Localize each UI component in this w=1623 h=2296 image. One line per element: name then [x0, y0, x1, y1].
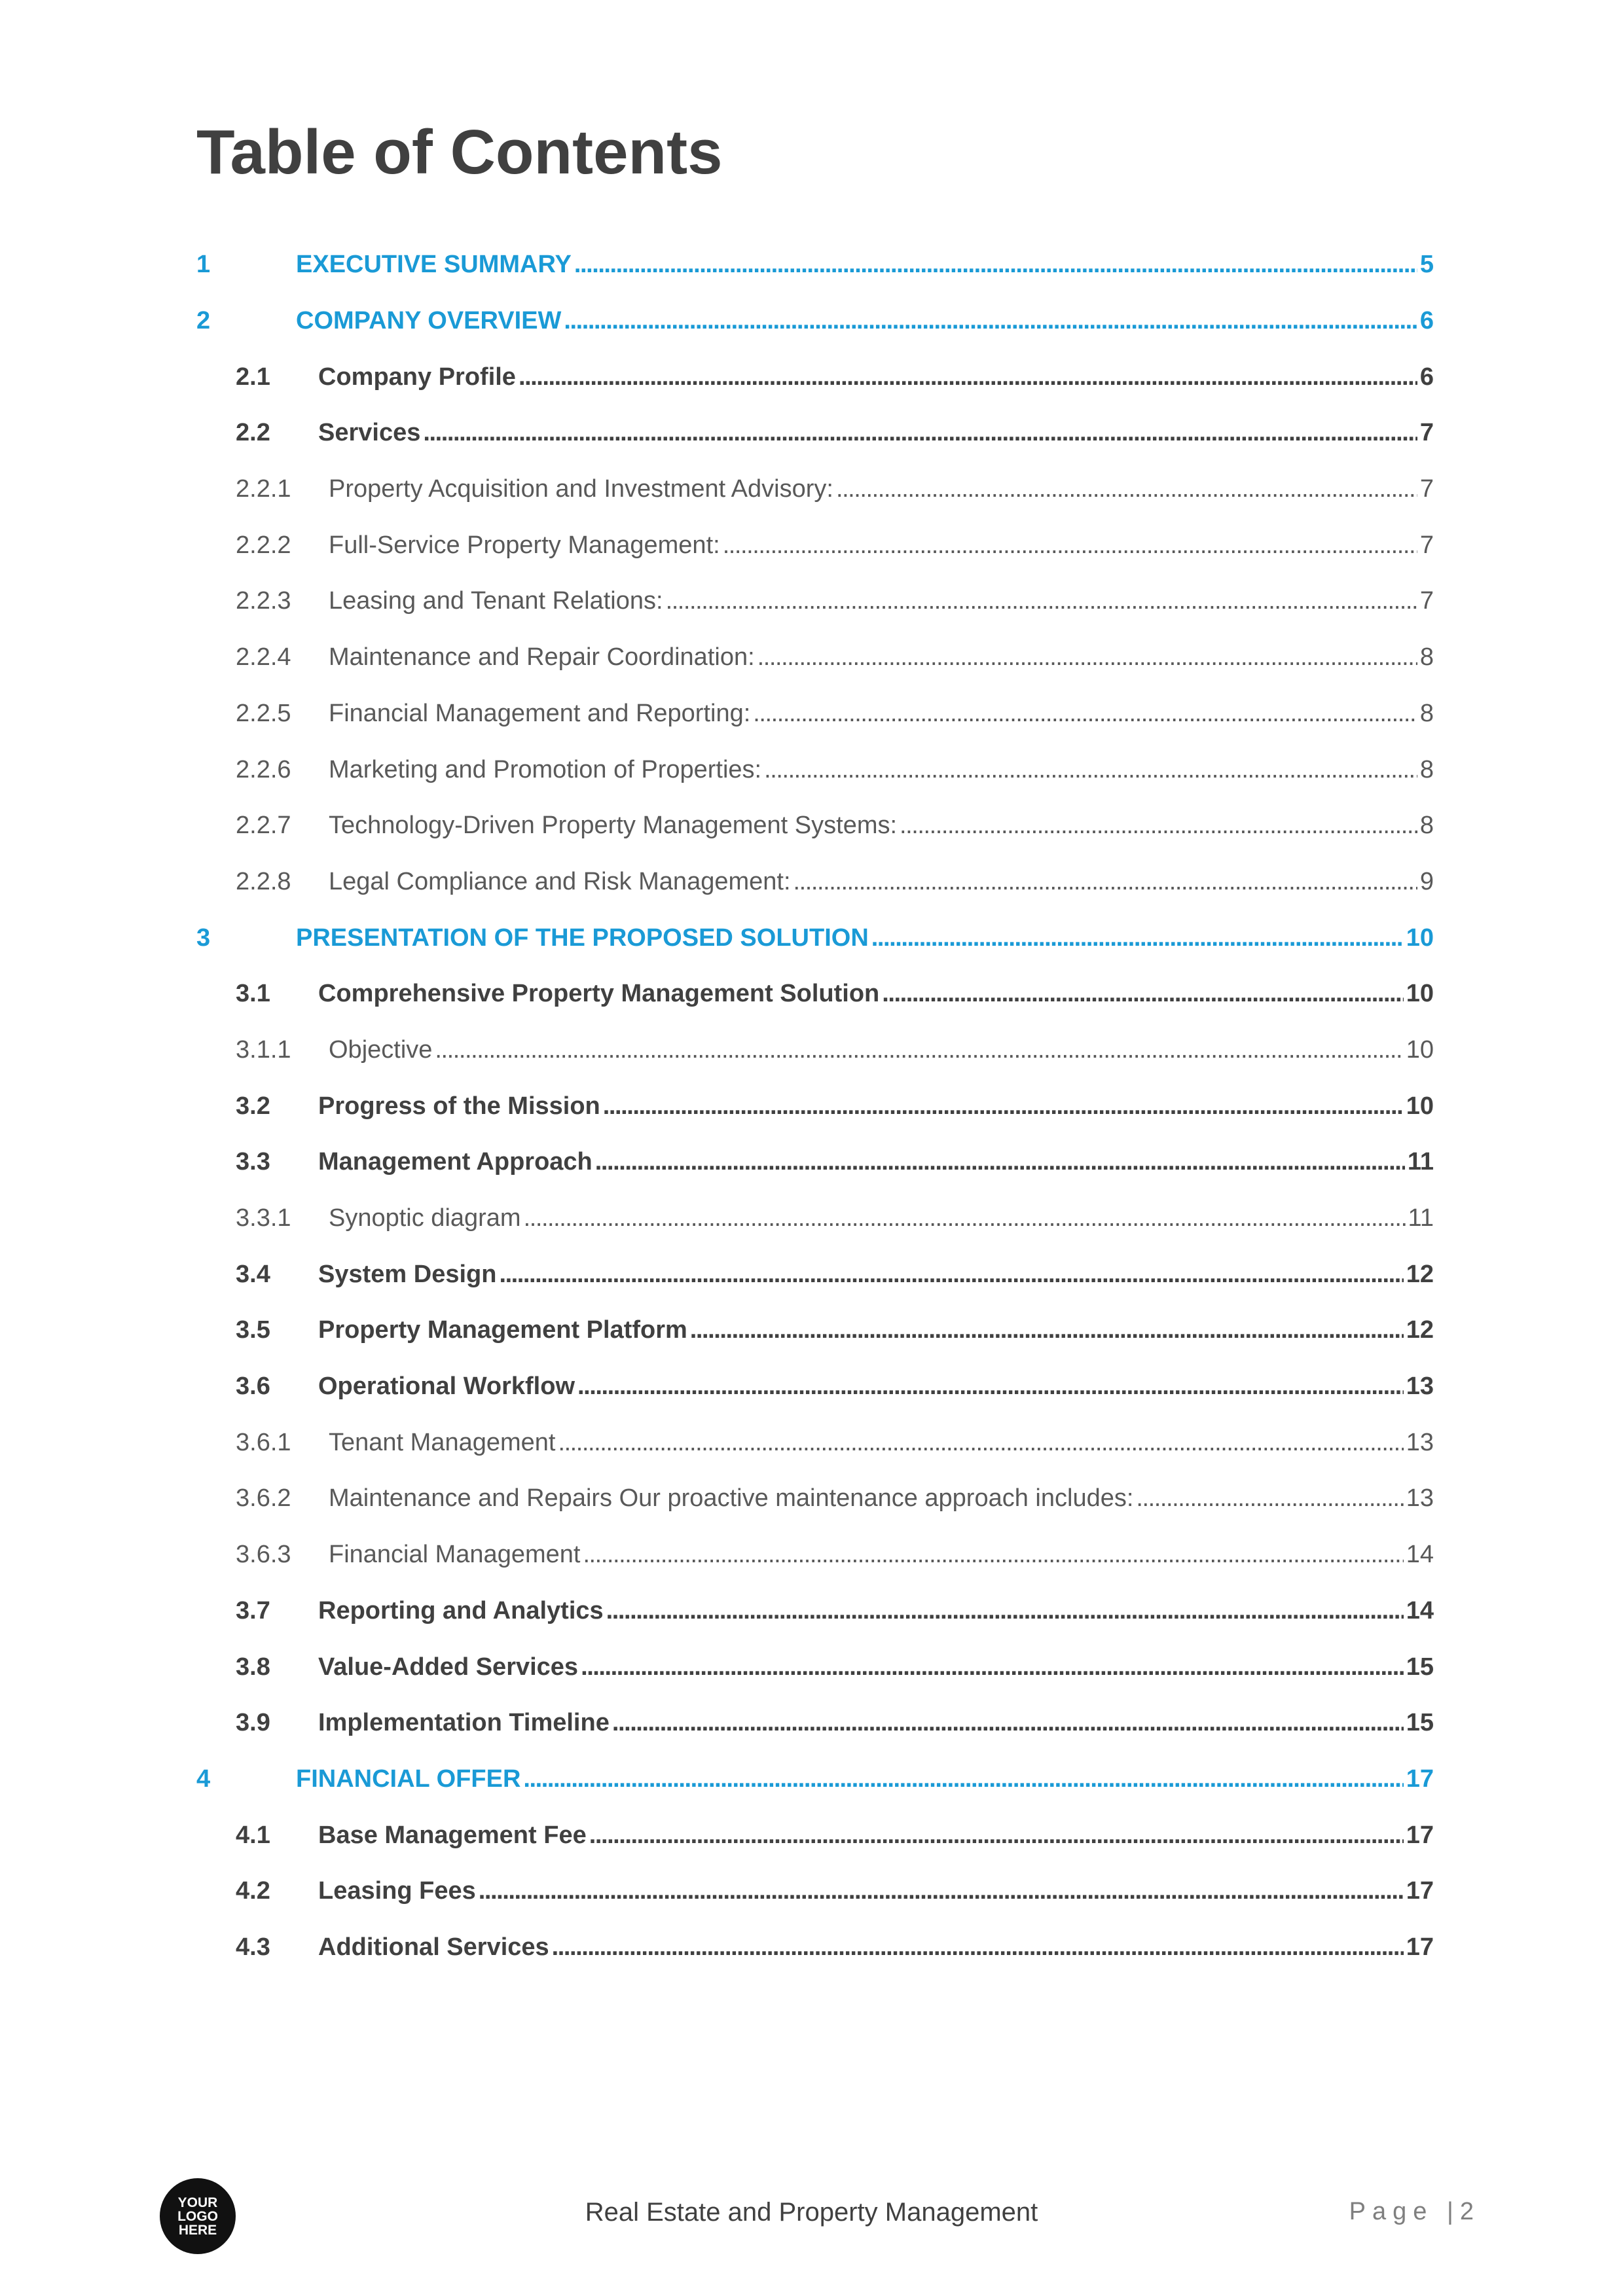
toc-entry-title: Marketing and Promotion of Properties:	[329, 755, 762, 783]
toc-entry-number: 3.6.2	[236, 1484, 291, 1513]
toc-entry[interactable]	[196, 1246, 1434, 1302]
toc-entry-title: COMPANY OVERVIEW	[296, 307, 562, 335]
toc-entry[interactable]	[196, 798, 1434, 854]
toc-dot-leader	[552, 1933, 1404, 1962]
toc-dot-leader	[589, 1821, 1404, 1850]
toc-entry-title: Synoptic diagram	[329, 1204, 521, 1232]
page-title: Table of Contents	[196, 117, 723, 187]
toc-entry-title: Maintenance and Repair Coordination:	[329, 643, 755, 672]
toc-entry-page-number: 7	[1419, 531, 1434, 559]
toc-entry-number: 3.6.1	[236, 1428, 291, 1456]
toc-entry-title: Value-Added Services	[318, 1653, 579, 1681]
toc-entry-title: Full-Service Property Management:	[329, 531, 720, 559]
toc-dot-leader	[524, 1204, 1406, 1232]
toc-entry[interactable]	[196, 1359, 1434, 1415]
toc-entry-number: 1	[196, 251, 211, 279]
toc-entry[interactable]	[196, 686, 1434, 742]
toc-entry-page-number: 10	[1406, 1092, 1434, 1120]
toc-entry-title: Tenant Management	[329, 1428, 556, 1456]
toc-entry[interactable]	[196, 742, 1434, 798]
toc-entry-title: Progress of the Mission	[318, 1092, 600, 1120]
toc-entry-title: FINANCIAL OFFER	[296, 1765, 521, 1793]
toc-entry[interactable]	[196, 630, 1434, 686]
toc-dot-leader	[564, 307, 1417, 335]
toc-dot-leader	[558, 1429, 1403, 1457]
toc-entry-page-number: 6	[1419, 363, 1434, 391]
toc-entry-title: PRESENTATION OF THE PROPOSED SOLUTION	[296, 924, 869, 952]
toc-dot-leader	[723, 531, 1417, 560]
toc-entry-title: Financial Management and Reporting:	[329, 699, 751, 727]
toc-dot-leader	[574, 251, 1417, 279]
toc-entry-page-number: 11	[1407, 1148, 1434, 1176]
toc-entry[interactable]	[196, 293, 1434, 350]
toc-entry-page-number: 17	[1406, 1765, 1434, 1793]
toc-entry-number: 2.2.7	[236, 812, 291, 840]
toc-entry-number: 4	[196, 1765, 211, 1793]
toc-dot-leader	[793, 868, 1417, 896]
toc-entry-title: Property Management Platform	[318, 1316, 687, 1344]
toc-entry-page-number: 8	[1419, 643, 1434, 672]
toc-entry-number: 2.2.5	[236, 699, 291, 727]
toc-entry[interactable]	[196, 1751, 1434, 1808]
toc-entry[interactable]	[196, 854, 1434, 910]
toc-entry-page-number: 12	[1406, 1260, 1434, 1288]
toc-entry-number: 3.6.3	[236, 1541, 291, 1569]
toc-entry[interactable]	[196, 1920, 1434, 1976]
toc-entry-page-number: 5	[1419, 251, 1434, 279]
toc-entry[interactable]	[196, 1414, 1434, 1471]
toc-entry-page-number: 17	[1406, 1877, 1434, 1905]
toc-entry-page-number: 8	[1419, 699, 1434, 727]
toc-entry-page-number: 15	[1406, 1709, 1434, 1737]
toc-entry-title: Operational Workflow	[318, 1372, 575, 1401]
toc-entry-page-number: 11	[1408, 1204, 1434, 1232]
toc-entry-number: 3.3	[236, 1148, 270, 1176]
toc-dot-leader	[499, 1261, 1403, 1289]
toc-entry[interactable]	[196, 349, 1434, 405]
toc-entry[interactable]	[196, 1022, 1434, 1079]
toc-entry-page-number: 7	[1419, 587, 1434, 615]
toc-entry-page-number: 6	[1419, 307, 1434, 335]
toc-entry[interactable]	[196, 1191, 1434, 1247]
toc-entry-page-number: 10	[1406, 924, 1434, 952]
toc-entry-page-number: 14	[1406, 1596, 1434, 1624]
toc-dot-leader	[519, 363, 1417, 391]
toc-entry[interactable]	[196, 1695, 1434, 1751]
toc-dot-leader	[523, 1765, 1403, 1793]
toc-entry-number: 2.2.3	[236, 587, 291, 615]
toc-entry-page-number: 9	[1419, 867, 1434, 895]
toc-dot-leader	[900, 812, 1417, 840]
toc-entry-number: 3.4	[236, 1260, 270, 1288]
toc-entry-page-number: 14	[1406, 1541, 1434, 1569]
toc-dot-leader	[577, 1372, 1404, 1401]
footer-separator: |	[1446, 2198, 1460, 2225]
toc-entry[interactable]	[196, 517, 1434, 573]
toc-entry-title: Property Acquisition and Investment Advisory:	[329, 475, 833, 503]
footer-document-name: Real Estate and Property Management	[585, 2198, 1038, 2227]
toc-dot-leader	[603, 1092, 1404, 1121]
toc-dot-leader	[764, 756, 1417, 784]
toc-entry-page-number: 15	[1406, 1653, 1434, 1681]
table-of-contents	[196, 237, 1434, 1975]
toc-entry-title: Company Profile	[318, 363, 516, 391]
toc-dot-leader	[753, 700, 1417, 728]
toc-dot-leader	[595, 1148, 1405, 1176]
toc-entry-number: 3.2	[236, 1092, 270, 1120]
toc-entry[interactable]	[196, 910, 1434, 966]
toc-entry-title: Management Approach	[318, 1148, 593, 1176]
footer-page-number: 2	[1459, 2198, 1480, 2225]
toc-entry-title: Technology-Driven Property Management Systems:	[329, 812, 898, 840]
toc-entry-number: 4.1	[236, 1821, 270, 1849]
toc-dot-leader	[581, 1653, 1404, 1681]
logo-text-line: HERE	[178, 2222, 217, 2238]
toc-entry-page-number: 10	[1406, 980, 1434, 1008]
toc-entry-page-number: 8	[1419, 812, 1434, 840]
toc-dot-leader	[871, 924, 1404, 952]
toc-entry-number: 3.5	[236, 1316, 270, 1344]
toc-entry-title: Objective	[329, 1035, 433, 1064]
footer-page-label: Page	[1349, 2198, 1434, 2225]
toc-entry-number: 2.2.1	[236, 475, 291, 503]
toc-dot-leader	[583, 1541, 1403, 1569]
toc-entry-page-number: 7	[1419, 419, 1434, 447]
toc-entry[interactable]	[196, 573, 1434, 630]
toc-entry[interactable]	[196, 1471, 1434, 1527]
toc-entry-page-number: 7	[1419, 475, 1434, 503]
logo-text-line: YOUR	[177, 2195, 218, 2210]
toc-entry-title: System Design	[318, 1260, 497, 1288]
toc-entry[interactable]	[196, 1583, 1434, 1640]
toc-entry[interactable]	[196, 1639, 1434, 1695]
toc-entry[interactable]	[196, 461, 1434, 518]
toc-entry[interactable]	[196, 1134, 1434, 1191]
toc-entry-number: 2.2.4	[236, 643, 291, 672]
toc-entry-page-number: 12	[1406, 1316, 1434, 1344]
logo-text-line: LOGO	[177, 2208, 218, 2224]
toc-entry-title: Reporting and Analytics	[318, 1596, 604, 1624]
toc-entry-title: Legal Compliance and Risk Management:	[329, 867, 791, 895]
toc-entry[interactable]	[196, 1078, 1434, 1134]
toc-entry-page-number: 13	[1406, 1372, 1434, 1401]
toc-entry-page-number: 8	[1419, 755, 1434, 783]
toc-entry[interactable]	[196, 1302, 1434, 1359]
toc-entry-number: 3.1.1	[236, 1035, 291, 1064]
toc-entry-number: 3.8	[236, 1653, 270, 1681]
toc-entry-title: Financial Management	[329, 1541, 581, 1569]
toc-dot-leader	[882, 980, 1403, 1008]
toc-entry-number: 3.1	[236, 980, 270, 1008]
toc-entry-number: 3	[196, 924, 211, 952]
toc-dot-leader	[836, 475, 1417, 503]
toc-entry-number: 3.9	[236, 1709, 270, 1737]
toc-entry-number: 3.3.1	[236, 1204, 291, 1232]
toc-entry-title: Maintenance and Repairs Our proactive maintenance approach includes:	[329, 1484, 1134, 1513]
toc-entry-title: Leasing and Tenant Relations:	[329, 587, 663, 615]
toc-dot-leader	[612, 1709, 1404, 1737]
toc-entry-number: 4.2	[236, 1877, 270, 1905]
toc-entry[interactable]	[196, 1527, 1434, 1583]
toc-dot-leader	[435, 1036, 1403, 1064]
toc-entry-number: 2.2	[236, 419, 270, 447]
footer-page-indicator	[1349, 2198, 1480, 2226]
toc-entry-title: EXECUTIVE SUMMARY	[296, 251, 572, 279]
toc-entry-page-number: 13	[1406, 1484, 1434, 1513]
toc-entry-title: Implementation Timeline	[318, 1709, 610, 1737]
toc-dot-leader	[1136, 1484, 1403, 1513]
toc-entry[interactable]	[196, 237, 1434, 293]
toc-entry-title: Base Management Fee	[318, 1821, 587, 1849]
toc-dot-leader	[423, 419, 1417, 447]
toc-dot-leader	[479, 1877, 1404, 1905]
toc-entry-page-number: 17	[1406, 1933, 1434, 1961]
toc-dot-leader	[757, 643, 1417, 672]
toc-entry-number: 4.3	[236, 1933, 270, 1961]
toc-entry-title: Additional Services	[318, 1933, 549, 1961]
toc-dot-leader	[606, 1597, 1404, 1625]
toc-entry-page-number: 13	[1406, 1428, 1434, 1456]
toc-entry-number: 2.2.8	[236, 867, 291, 895]
toc-entry-number: 2	[196, 307, 211, 335]
toc-entry[interactable]	[196, 1807, 1434, 1863]
toc-entry-page-number: 10	[1406, 1035, 1434, 1064]
toc-entry-number: 2.2.6	[236, 755, 291, 783]
toc-entry-number: 2.1	[236, 363, 270, 391]
toc-entry[interactable]	[196, 1863, 1434, 1920]
toc-entry-title: Services	[318, 419, 421, 447]
toc-entry-page-number: 17	[1406, 1821, 1434, 1849]
toc-entry[interactable]	[196, 405, 1434, 461]
toc-entry-title: Comprehensive Property Management Solution	[318, 980, 880, 1008]
toc-dot-leader	[666, 587, 1417, 615]
toc-entry-number: 2.2.2	[236, 531, 291, 559]
toc-entry-number: 3.7	[236, 1596, 270, 1624]
toc-entry-number: 3.6	[236, 1372, 270, 1401]
toc-dot-leader	[690, 1316, 1404, 1344]
toc-entry[interactable]	[196, 966, 1434, 1022]
toc-entry-title: Leasing Fees	[318, 1877, 476, 1905]
